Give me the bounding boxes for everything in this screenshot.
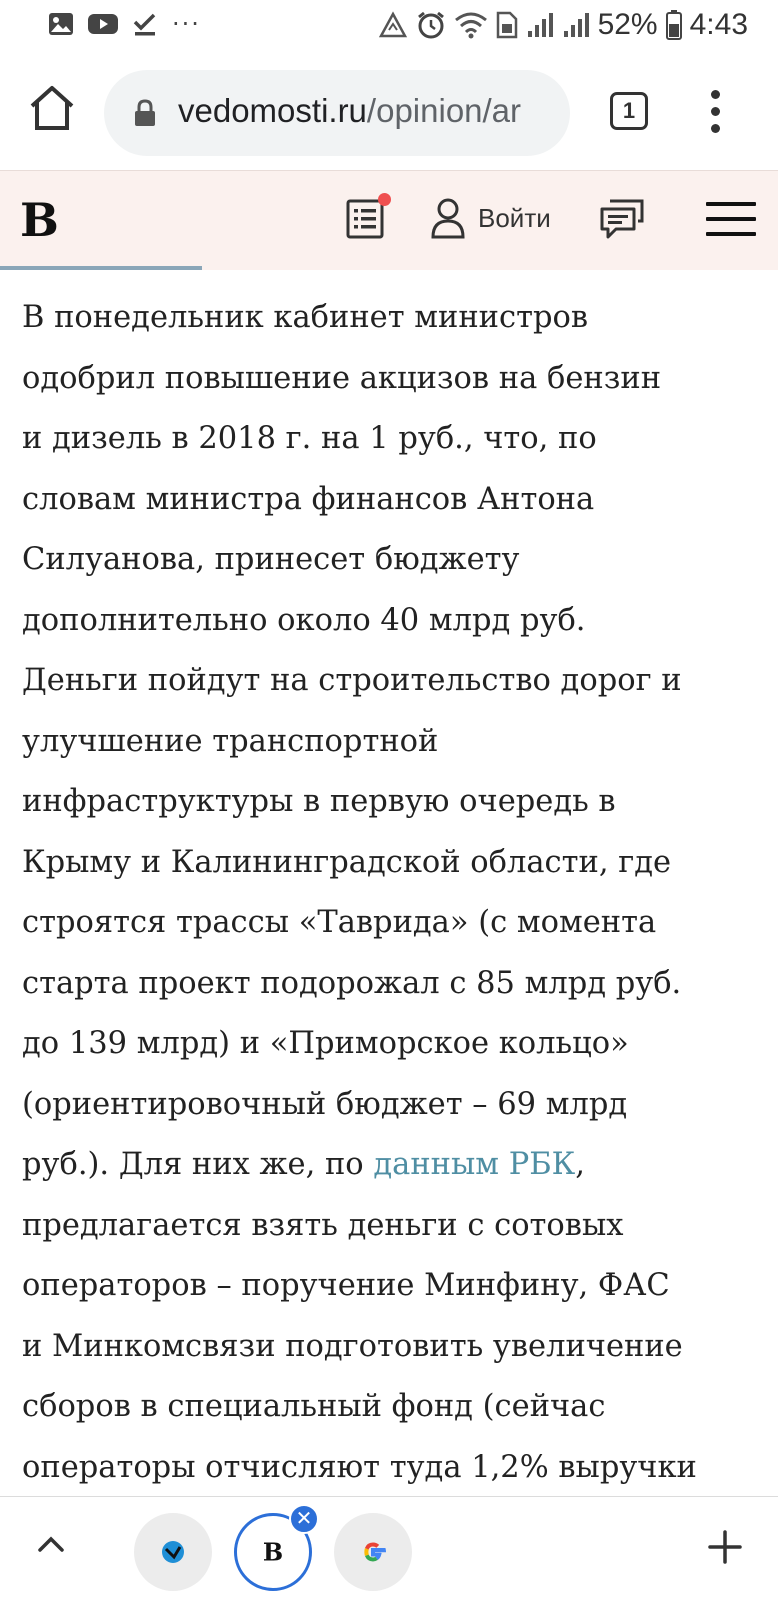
article-line: старта проект подорожал с 85 млрд руб. [22,965,682,1001]
tab-google[interactable] [334,1513,412,1591]
article-body [22,288,762,1498]
signal-2-icon [562,11,590,39]
article-line: дополнительно около 40 млрд руб. [22,602,586,638]
youtube-icon [88,12,118,36]
article-line: одобрил повышение акцизов на бензин [22,360,662,396]
article-line: предлагается взять деньги с сотовых [22,1207,624,1243]
vedomosti-favicon: B [262,1537,284,1567]
notification-icons [48,10,201,38]
sim-icon [496,11,518,39]
new-tab-plus-icon[interactable] [708,1530,742,1564]
article-line: строятся трассы «Таврида» (с момента [22,905,657,940]
article-text: руб.). Для них же, по [22,1147,374,1182]
tab-strip [0,1496,778,1600]
article-line: (ориентировочный бюджет – 69 млрд [22,1086,628,1122]
status-bar [0,0,778,52]
home-icon[interactable] [26,82,78,134]
article-line: сборов в специальный фонд (сейчас [22,1389,606,1424]
close-tab-icon[interactable]: ✕ [289,1504,319,1534]
site-logo[interactable]: В [20,193,59,247]
user-icon [430,197,466,239]
browser-toolbar [0,52,778,170]
article-line: словам министра финансов Антона [22,481,595,517]
signal-1-icon [526,11,554,39]
wifi-icon [454,11,488,39]
site-header [0,170,778,270]
url-bar[interactable] [104,70,570,156]
reading-progress-bar [0,266,778,270]
login-button[interactable] [430,195,551,241]
hamburger-menu-icon[interactable] [706,202,756,238]
article-line: Деньги пойдут на строительство дорог и [22,663,682,698]
gallery-icon [48,12,74,36]
notification-dot [378,193,391,206]
comments-icon[interactable] [598,197,646,241]
chevron-up-icon[interactable] [36,1533,66,1555]
article-line: и Минкомсвязи подготовить увеличение [22,1328,683,1364]
rbc-source-link[interactable]: данным РБК [373,1147,576,1182]
article-line: улучшение транспортной [22,723,439,759]
tab-vedomosti-other[interactable] [134,1513,212,1591]
article-line: и дизель в 2018 г. на 1 руб., что, по [22,421,597,456]
url-domain: vedomosti.ru [178,92,367,129]
battery-icon [666,10,682,40]
data-saver-icon [378,11,408,39]
article-line: Силуанова, принесет бюджету [22,542,520,577]
tab-vedomosti-active[interactable] [234,1506,313,1591]
article-line: операторов – поручение Минфину, ФАС [22,1268,670,1303]
article-line-with-link [22,1135,762,1196]
article-line: В понедельник кабинет министров [22,300,589,335]
lock-icon [134,99,156,127]
url-path: /opinion/ar [366,92,522,129]
clock: 4:43 [689,8,748,41]
site-favicon-icon [160,1539,186,1565]
login-label: Войти [478,202,551,233]
alarm-icon [416,10,446,40]
google-icon [359,1538,387,1566]
article-line: операторы отчисляют туда 1,2% выручки [22,1449,697,1485]
article-line: инфраструктуры в первую очередь в [22,784,616,819]
more-notifications-icon: ··· [172,10,201,38]
article-line: до 139 млрд) и «Приморское кольцо» [22,1026,629,1061]
article-line: Крыму и Калининградской области, где [22,844,672,880]
overflow-menu-icon[interactable] [708,90,722,134]
download-done-icon [132,11,158,37]
tab-switcher-button[interactable]: 1 [610,92,648,130]
reading-progress-fill [0,266,202,270]
battery-percent: 52% [597,8,658,41]
url-text [178,92,521,130]
article-text: , [575,1147,585,1182]
